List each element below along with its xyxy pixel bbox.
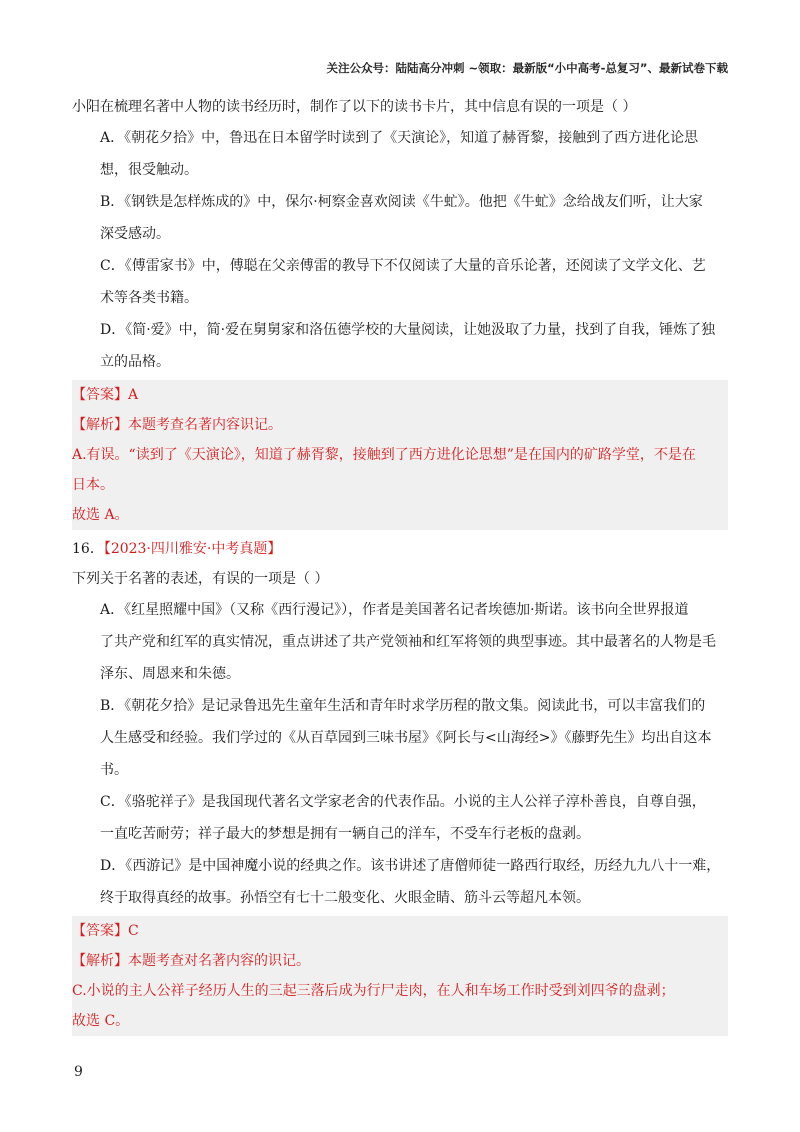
q16-explanation-line1: C.小说的主人公祥子经历人生的三起三落后成为行尸走肉，在人和车场工作时受到刘四爷的盘剥；: [72, 983, 675, 999]
q15-analysis: [72, 410, 728, 440]
q16-analysis: [72, 946, 728, 976]
q16-analysis-text: 本题考查对名著内容的识记。: [128, 953, 310, 969]
q16-option-b-line1: B．《朝花夕拾》是记录鲁迅先生童年生活和青年时求学历程的散文集。阅读此书，可以丰富我们的: [100, 698, 706, 714]
q16-header: [72, 534, 728, 564]
q15-analysis-text: 本题考查名著内容识记。: [128, 417, 282, 433]
q16-option-d-line2: 终于取得真经的故事。孙悟空有七十二般变化、火眼金睛、筋斗云等超凡本领。: [100, 890, 590, 906]
header-note: 关注公众号：陆陆高分冲刺 ~领取：最新版“小中高考-总复习”、最新试卷下载: [326, 61, 728, 75]
q16-answer-value: C: [128, 923, 139, 939]
q15-stem: 小阳在梳理名著中人物的读书经历时，制作了以下的读书卡片，其中信息有误的一项是（ ）: [72, 99, 637, 115]
q16-answer: [72, 916, 728, 946]
page-content: [72, 92, 728, 1036]
q15-explanation-line1: A.有误。“读到了《天演论》，知道了赫胥黎，接触到了西方进化论思想”是在国内的矿路学堂，不是在: [72, 447, 696, 463]
q15-analysis-label: 【解析】: [72, 417, 128, 433]
q16-option-a-line1: A．《红星照耀中国》（又称《西行漫记》），作者是美国著名记者埃德加·斯诺。该书向全世界报道: [100, 602, 689, 618]
q15-option-d-line1: D．《简·爱》中，简·爱在舅舅家和洛伍德学校的大量阅读，让她汲取了力量，找到了自我，锤炼了独: [100, 322, 716, 338]
q15-option-b-line1: B．《钢铁是怎样炼成的》中，保尔·柯察金喜欢阅读《牛虻》。他把《牛虻》念给战友们听，让大家: [100, 194, 703, 210]
q15-option-d-line2: 立的品格。: [100, 354, 170, 370]
q15-answer: [72, 380, 728, 410]
q15-option-a-line1: A．《朝花夕拾》中，鲁迅在日本留学时读到了《天演论》，知道了赫胥黎，接触到了西方进化论思: [100, 130, 699, 146]
q15-answer-value: A: [128, 387, 139, 403]
q16-option-c-line1: C．《骆驼祥子》是我国现代著名文学家老舍的代表作品。小说的主人公祥子淳朴善良，自尊自强，: [100, 794, 706, 810]
q15-option-a-line2: 想，很受触动。: [100, 162, 198, 178]
q16-option-d-line1: D．《西游记》是中国神魔小说的经典之作。该书讲述了唐僧师徒一路西行取经，历经九九八十一难，: [100, 858, 721, 874]
q15-conclusion: 故选 A。: [72, 507, 129, 523]
q15-explanation-line2: 日本。: [72, 477, 114, 493]
q16-option-a-line3: 泽东、周恩来和朱德。: [100, 666, 240, 682]
q16-analysis-label: 【解析】: [72, 953, 128, 969]
q15-option-c-line2: 术等各类书籍。: [100, 290, 198, 306]
q15-answer-label: 【答案】: [72, 387, 128, 403]
q15-option-c-line1: C．《傅雷家书》中，傅聪在父亲傅雷的教导下不仅阅读了大量的音乐论著，还阅读了文学文化、艺: [100, 258, 706, 274]
q16-option-b-line2: 人生感受和经验。我们学过的《从百草园到三味书屋》《阿长与<山海经>》《藤野先生》均出自这本: [100, 730, 712, 746]
q16-number: 16．: [72, 541, 104, 557]
q16-answer-block: [72, 916, 728, 1036]
q16-conclusion: 故选 C。: [72, 1013, 130, 1029]
q16-option-a-line2: 了共产党和红军的真实情况，重点讲述了共产党领袖和红军将领的典型事迹。其中最著名的人物是毛: [100, 634, 716, 650]
q15-option-b-line2: 深受感动。: [100, 226, 170, 242]
q16-option-b-line3: 书。: [100, 762, 128, 778]
page-number: 9: [74, 1064, 83, 1080]
q16-stem: 下列关于名著的表述，有误的一项是（ ）: [72, 571, 329, 587]
q16-option-c-line2: 一直吃苦耐劳；祥子最大的梦想是拥有一辆自己的洋车，不受车行老板的盘剥。: [100, 826, 590, 842]
q16-answer-label: 【答案】: [72, 923, 128, 939]
q15-answer-block: [72, 380, 728, 530]
q16-source: 【2023·四川雅安·中考真题】: [103, 541, 282, 557]
